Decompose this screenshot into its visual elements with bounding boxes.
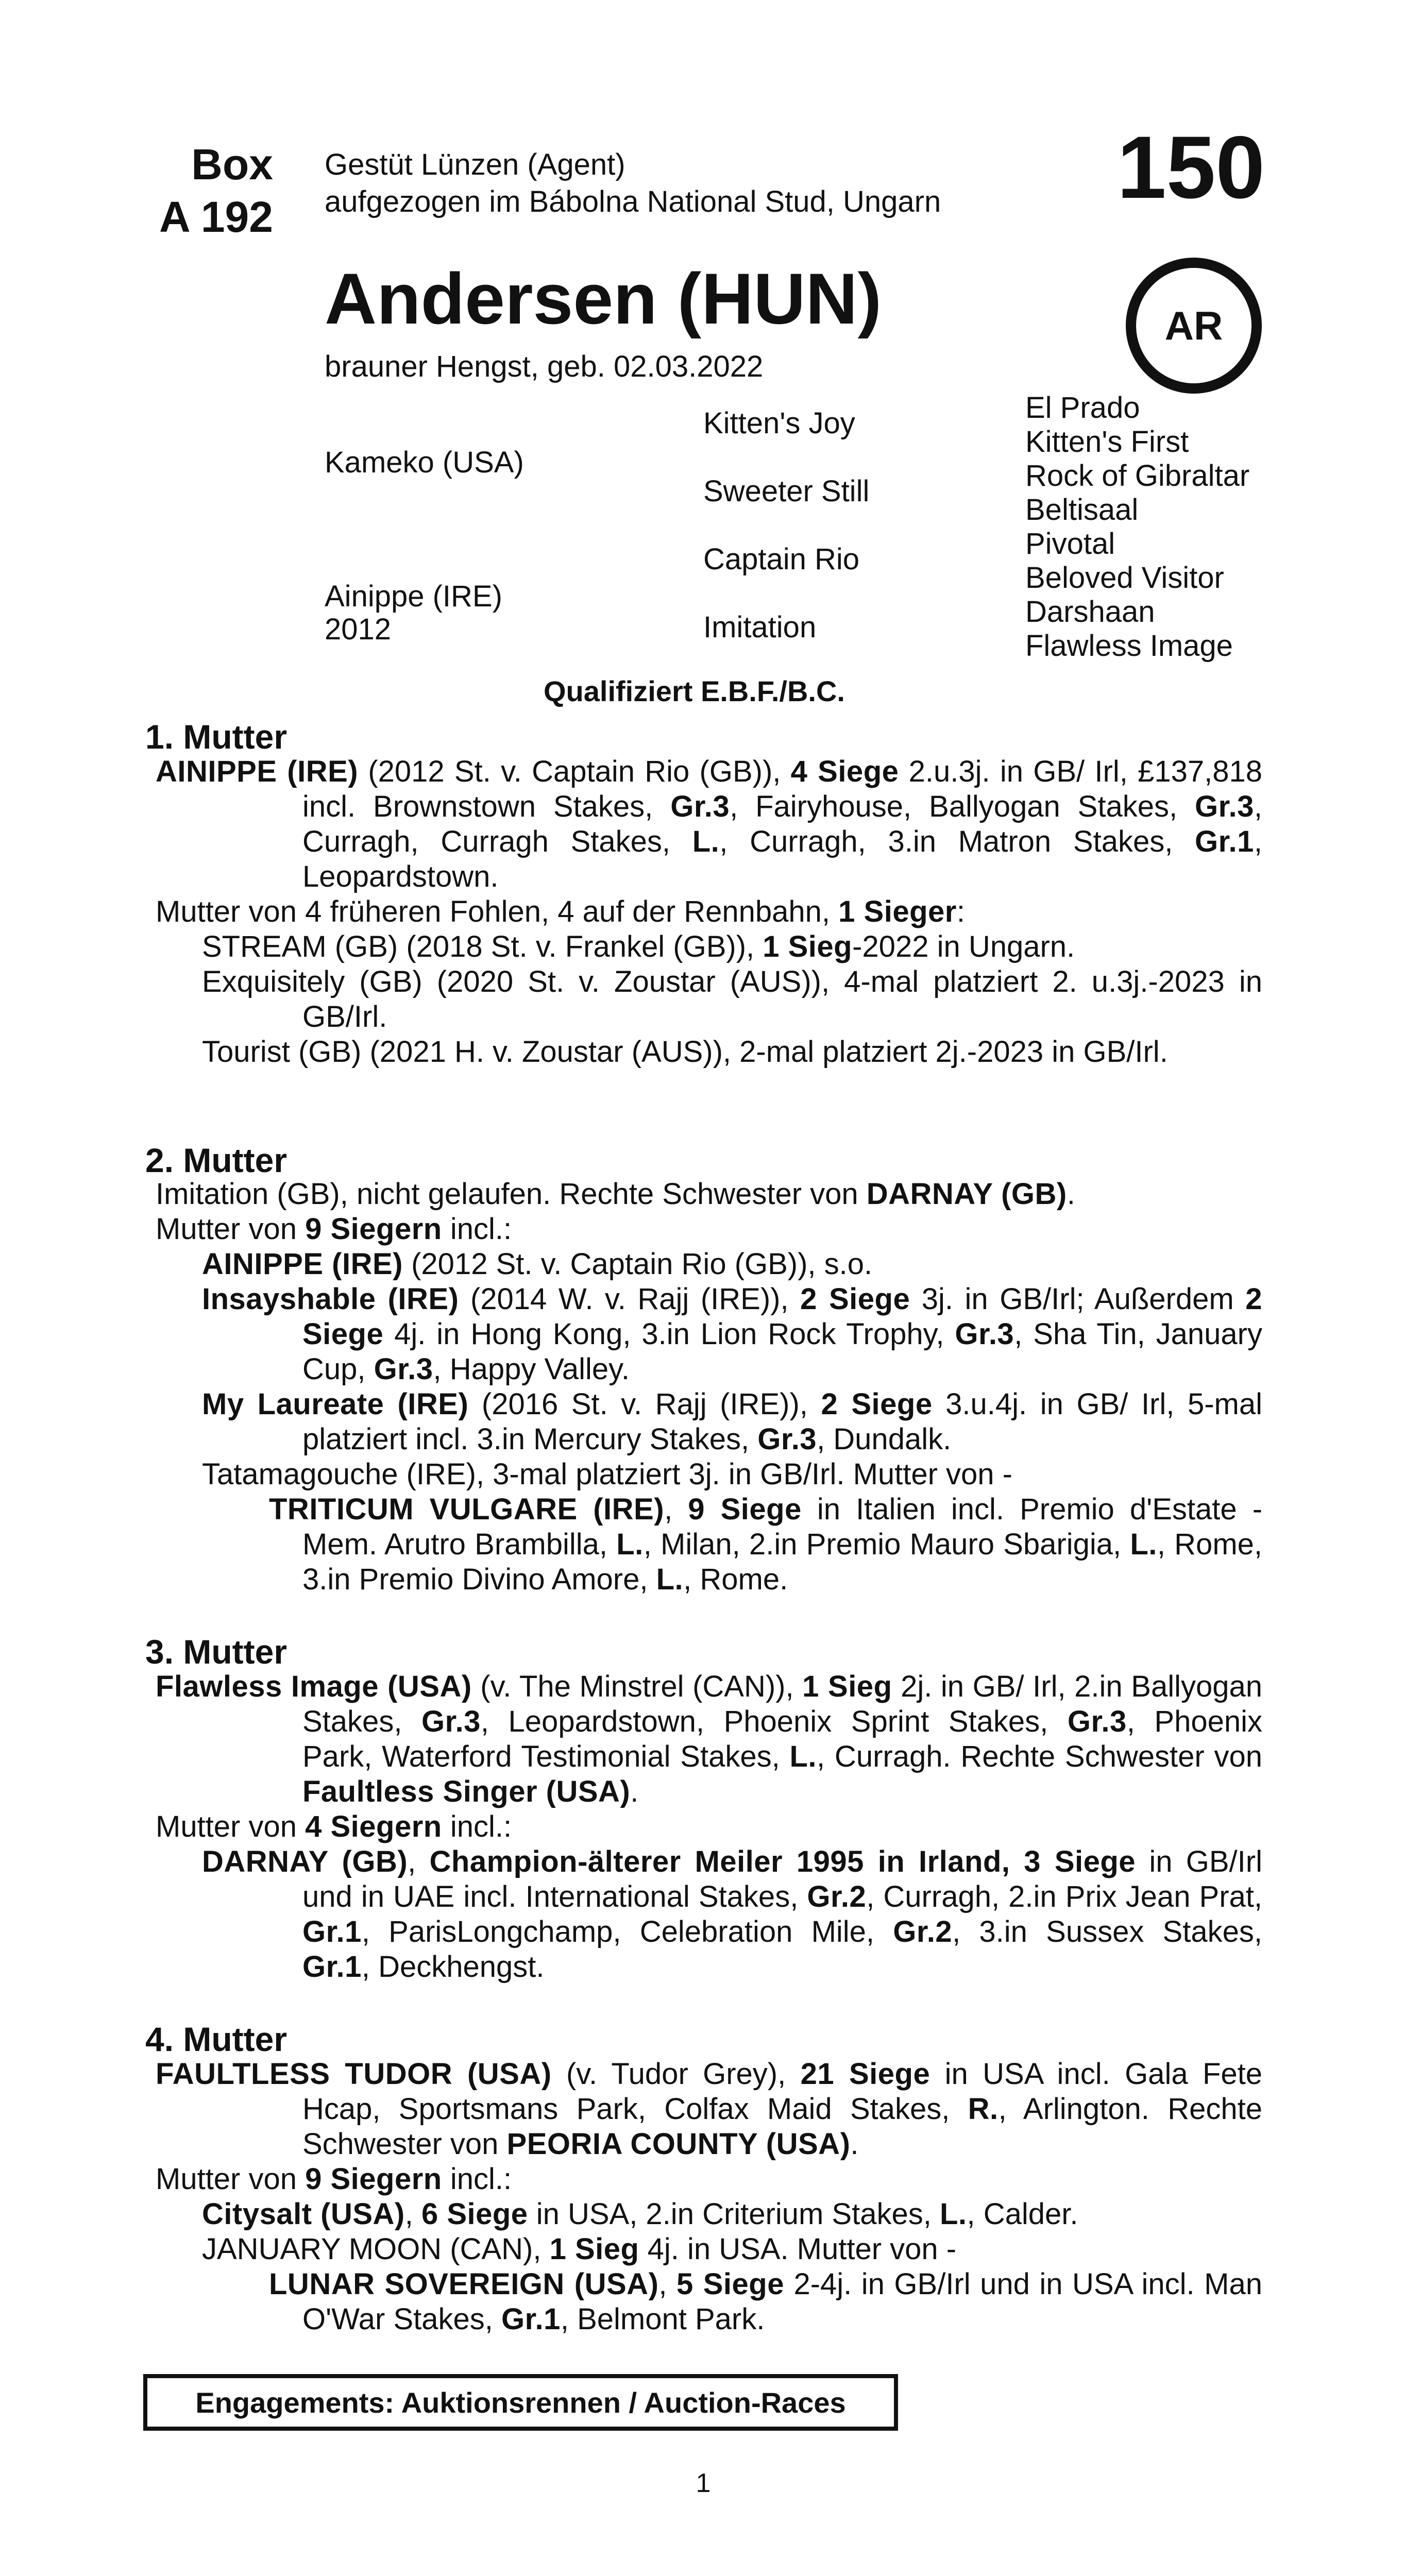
- breeder-line: aufgezogen im Bábolna National Stud, Ungarn: [325, 185, 941, 218]
- third-dam-record: Flawless Image (USA) (v. The Minstrel (CAN)), 1 Sieg 2j. in GB/ Irl, 2.in Ballyogan Stakes, Gr.3, Leopardstown, Phoenix Sprint Stakes, Gr.3, Phoenix Park, Waterford Testimonial Stakes, L., Curragh. Rechte Schwester von Faultless Singer (USA).: [156, 1670, 1263, 1808]
- horse-name: Andersen (HUN): [325, 258, 882, 339]
- pedigree-ggp: Beloved Visitor: [1025, 561, 1224, 595]
- first-dam-record: AINIPPE (IRE) (2012 St. v. Captain Rio (GB)), 4 Siege 2.u.3j. in GB/ Irl, £137,818 incl. Brownstown Stakes, Gr.3, Fairyhouse, Ballyogan Stakes, Gr.3, Curragh, Curragh Stakes, L., Curragh, 3.in Matron Stakes, Gr.1, Leopardstown.: [156, 755, 1263, 893]
- pedigree-ggp: Rock of Gibraltar: [1025, 459, 1250, 493]
- pedigree-ggp: Flawless Image: [1025, 629, 1233, 663]
- third-dam-produce-summary: Mutter von 4 Siegern incl.:: [156, 1810, 512, 1843]
- pedigree-dam-name: Ainippe (IRE): [325, 580, 502, 613]
- produce-entry: My Laureate (IRE) (2016 St. v. Rajj (IRE)), 2 Siege 3.u.4j. in GB/ Irl, 5-mal platziert incl. 3.in Mercury Stakes, Gr.3, Dundalk.: [202, 1387, 1262, 1456]
- box-number: [103, 138, 273, 243]
- second-dam-produce-summary: Mutter von 9 Siegern incl.:: [156, 1212, 512, 1246]
- first-dam-produce-summary: Mutter von 4 früheren Fohlen, 4 auf der Rennbahn, 1 Sieger:: [156, 895, 965, 928]
- produce-entry: TRITICUM VULGARE (IRE), 9 Siege in Italien incl. Premio d'Estate -Mem. Arutro Brambilla, L., Milan, 2.in Premio Mauro Sbarigia, L., Rome, 3.in Premio Divino Amore, L., Rome.: [269, 1493, 1263, 1596]
- produce-entry: Exquisitely (GB) (2020 St. v. Zoustar (AUS)), 4-mal platziert 2. u.3j.-2023 in GB/Irl.: [202, 965, 1262, 1033]
- engagements-box: [143, 2374, 898, 2431]
- pedigree-dam: [325, 580, 502, 646]
- section-heading-fourth-dam: 4. Mutter: [145, 2020, 287, 2058]
- consignor-info: [325, 146, 941, 221]
- produce-entry: JANUARY MOON (CAN), 1 Sieg 4j. in USA. Mutter von -: [202, 2232, 957, 2266]
- section-heading-first-dam: 1. Mutter: [145, 718, 287, 756]
- fourth-dam-produce-summary: Mutter von 9 Siegern incl.:: [156, 2162, 512, 2196]
- produce-entry: Tatamagouche (IRE), 3-mal platziert 3j. in GB/Irl. Mutter von -: [202, 1458, 1012, 1491]
- produce-entry: AINIPPE (IRE) (2012 St. v. Captain Rio (GB)), s.o.: [202, 1247, 873, 1281]
- pedigree-ggp: Beltisaal: [1025, 493, 1139, 527]
- produce-entry: Insayshable (IRE) (2014 W. v. Rajj (IRE)), 2 Siege 3j. in GB/Irl; Außerdem 2 Siege 4j. in Hong Kong, 3.in Lion Rock Trophy, Gr.3, Sha Tin, January Cup, Gr.3, Happy Valley.: [202, 1282, 1262, 1386]
- box-label-line1: Box: [191, 140, 273, 189]
- pedigree-sire-dam: Sweeter Still: [703, 474, 870, 508]
- produce-entry: LUNAR SOVEREIGN (USA), 5 Siege 2-4j. in GB/Irl und in USA incl. Man O'War Stakes, Gr.1, Belmont Park.: [269, 2267, 1262, 2336]
- pedigree-ggp: El Prado: [1025, 391, 1140, 425]
- pedigree-dam-year: 2012: [325, 613, 392, 646]
- pedigree-dam-dam: Imitation: [703, 611, 817, 644]
- page-number: 1: [696, 2468, 711, 2498]
- pedigree-ggp: Kitten's First: [1025, 425, 1189, 459]
- engagements-text: Engagements: Auktionsrennen / Auction-Races: [195, 2386, 846, 2419]
- pedigree-dam-sire: Captain Rio: [703, 543, 860, 576]
- section-heading-second-dam: 2. Mutter: [145, 1141, 287, 1179]
- second-dam-record: Imitation (GB), nicht gelaufen. Rechte Schwester von DARNAY (GB).: [156, 1177, 1075, 1211]
- box-label-line2: A 192: [159, 193, 273, 241]
- ar-badge-icon: [1126, 258, 1262, 394]
- produce-entry: Citysalt (USA), 6 Siege in USA, 2.in Criterium Stakes, L., Calder.: [202, 2197, 1078, 2231]
- pedigree-ggp: Darshaan: [1025, 595, 1155, 629]
- fourth-dam-record: FAULTLESS TUDOR (USA) (v. Tudor Grey), 21 Siege in USA incl. Gala Fete Hcap, Sportsmans Park, Colfax Maid Stakes, R., Arlington. Rechte Schwester von PEORIA COUNTY (USA).: [156, 2057, 1263, 2161]
- ar-badge-text: AR: [1164, 303, 1223, 348]
- horse-description: brauner Hengst, geb. 02.03.2022: [325, 350, 764, 383]
- pedigree-sire-sire: Kitten's Joy: [703, 406, 855, 440]
- qualification-note: Qualifiziert E.B.F./B.C.: [544, 675, 845, 707]
- lot-number: 150: [1117, 118, 1265, 217]
- produce-entry: Tourist (GB) (2021 H. v. Zoustar (AUS)), 2-mal platziert 2j.-2023 in GB/Irl.: [202, 1035, 1168, 1069]
- pedigree-sire: Kameko (USA): [325, 446, 524, 479]
- section-heading-third-dam: 3. Mutter: [145, 1633, 287, 1671]
- pedigree-ggp: Pivotal: [1025, 527, 1115, 561]
- produce-entry: STREAM (GB) (2018 St. v. Frankel (GB)), 1 Sieg-2022 in Ungarn.: [202, 930, 1075, 963]
- produce-entry: DARNAY (GB), Champion-älterer Meiler 1995 in Irland, 3 Siege in GB/Irl und in UAE incl. International Stakes, Gr.2, Curragh, 2.in Prix Jean Prat, Gr.1, ParisLongchamp, Celebration Mile, Gr.2, 3.in Sussex Stakes, Gr.1, Deckhengst.: [202, 1845, 1262, 1984]
- agent-line: Gestüt Lünzen (Agent): [325, 148, 625, 181]
